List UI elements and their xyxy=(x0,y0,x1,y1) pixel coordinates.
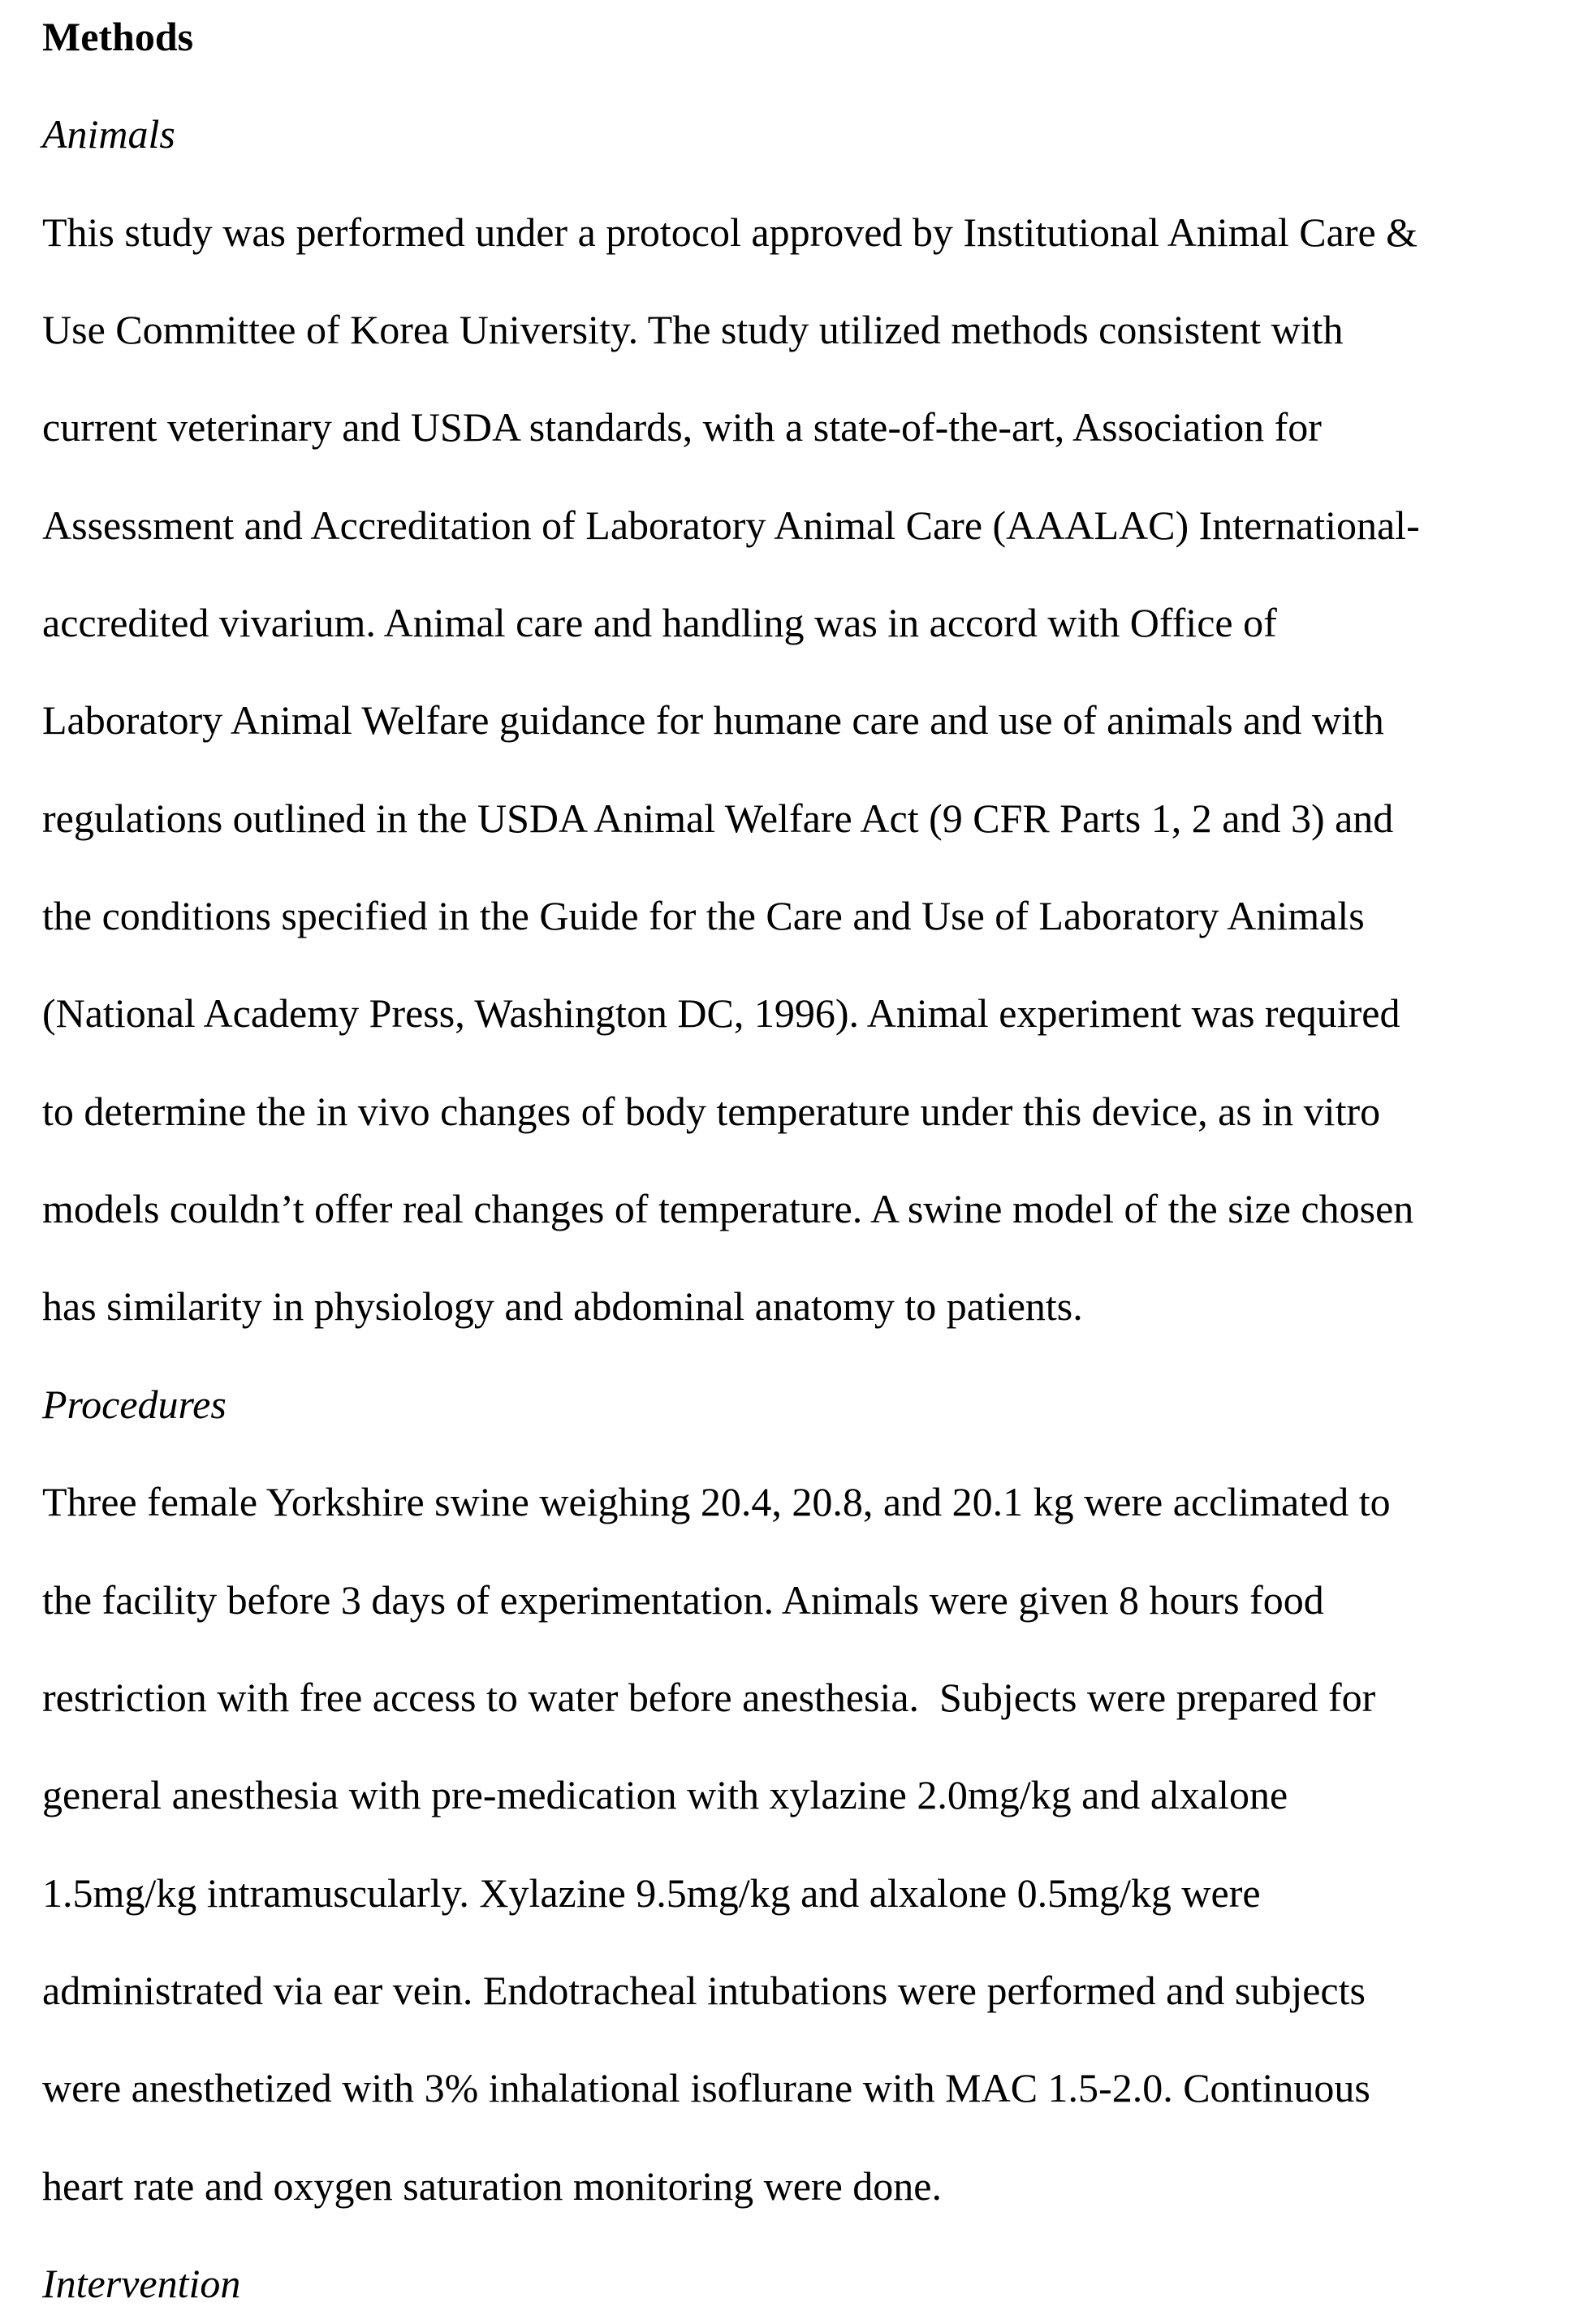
text-line: heart rate and oxygen saturation monitoring were done. xyxy=(42,2162,942,2209)
text-line: to determine the in vivo changes of body temperature under this device, as in vitro xyxy=(42,1088,1381,1134)
text-line: This study was performed under a protocol approved by Institutional Animal Care & xyxy=(42,209,1418,255)
text-line: (National Academy Press, Washington DC, 1996). Animal experiment was required xyxy=(42,990,1400,1037)
section-heading-methods: Methods xyxy=(42,14,194,59)
subsection-heading-animals: Animals xyxy=(42,111,175,157)
subsection-heading-intervention: Intervention xyxy=(42,2260,241,2306)
text-line: current veterinary and USDA standards, with a state-of-the-art, Association for xyxy=(42,404,1322,451)
text-line: 1.5mg/kg intramuscularly. Xylazine 9.5mg/kg and alxalone 0.5mg/kg were xyxy=(42,1869,1261,1916)
text-line: has similarity in physiology and abdominal anatomy to patients. xyxy=(42,1283,1083,1330)
text-line: the facility before 3 days of experimentation. Animals were given 8 hours food xyxy=(42,1576,1324,1623)
text-line: general anesthesia with pre-medication with xylazine 2.0mg/kg and alxalone xyxy=(42,1772,1288,1818)
text-line: the conditions specified in the Guide for the Care and Use of Laboratory Animals xyxy=(42,893,1365,939)
text-line: Laboratory Animal Welfare guidance for humane care and use of animals and with xyxy=(42,697,1384,744)
text-line: Three female Yorkshire swine weighing 20.4, 20.8, and 20.1 kg were acclimated to xyxy=(42,1479,1391,1525)
text-line: regulations outlined in the USDA Animal Welfare Act (9 CFR Parts 1, 2 and 3) and xyxy=(42,795,1394,841)
text-line: accredited vivarium. Animal care and handling was in accord with Office of xyxy=(42,600,1277,646)
subsection-heading-procedures: Procedures xyxy=(42,1381,227,1427)
text-line: models couldn’t offer real changes of temperature. A swine model of the size chosen xyxy=(42,1186,1414,1232)
text-line: were anesthetized with 3% inhalational isoflurane with MAC 1.5-2.0. Continuous xyxy=(42,2065,1370,2111)
text-line: administrated via ear vein. Endotracheal intubations were performed and subjects xyxy=(42,1967,1366,2013)
text-line: Use Committee of Korea University. The study utilized methods consistent with xyxy=(42,307,1344,353)
text-line: Assessment and Accreditation of Laboratory Animal Care (AAALAC) International- xyxy=(42,502,1420,548)
text-line: restriction with free access to water before anesthesia. Subjects were prepared for xyxy=(42,1674,1376,1720)
